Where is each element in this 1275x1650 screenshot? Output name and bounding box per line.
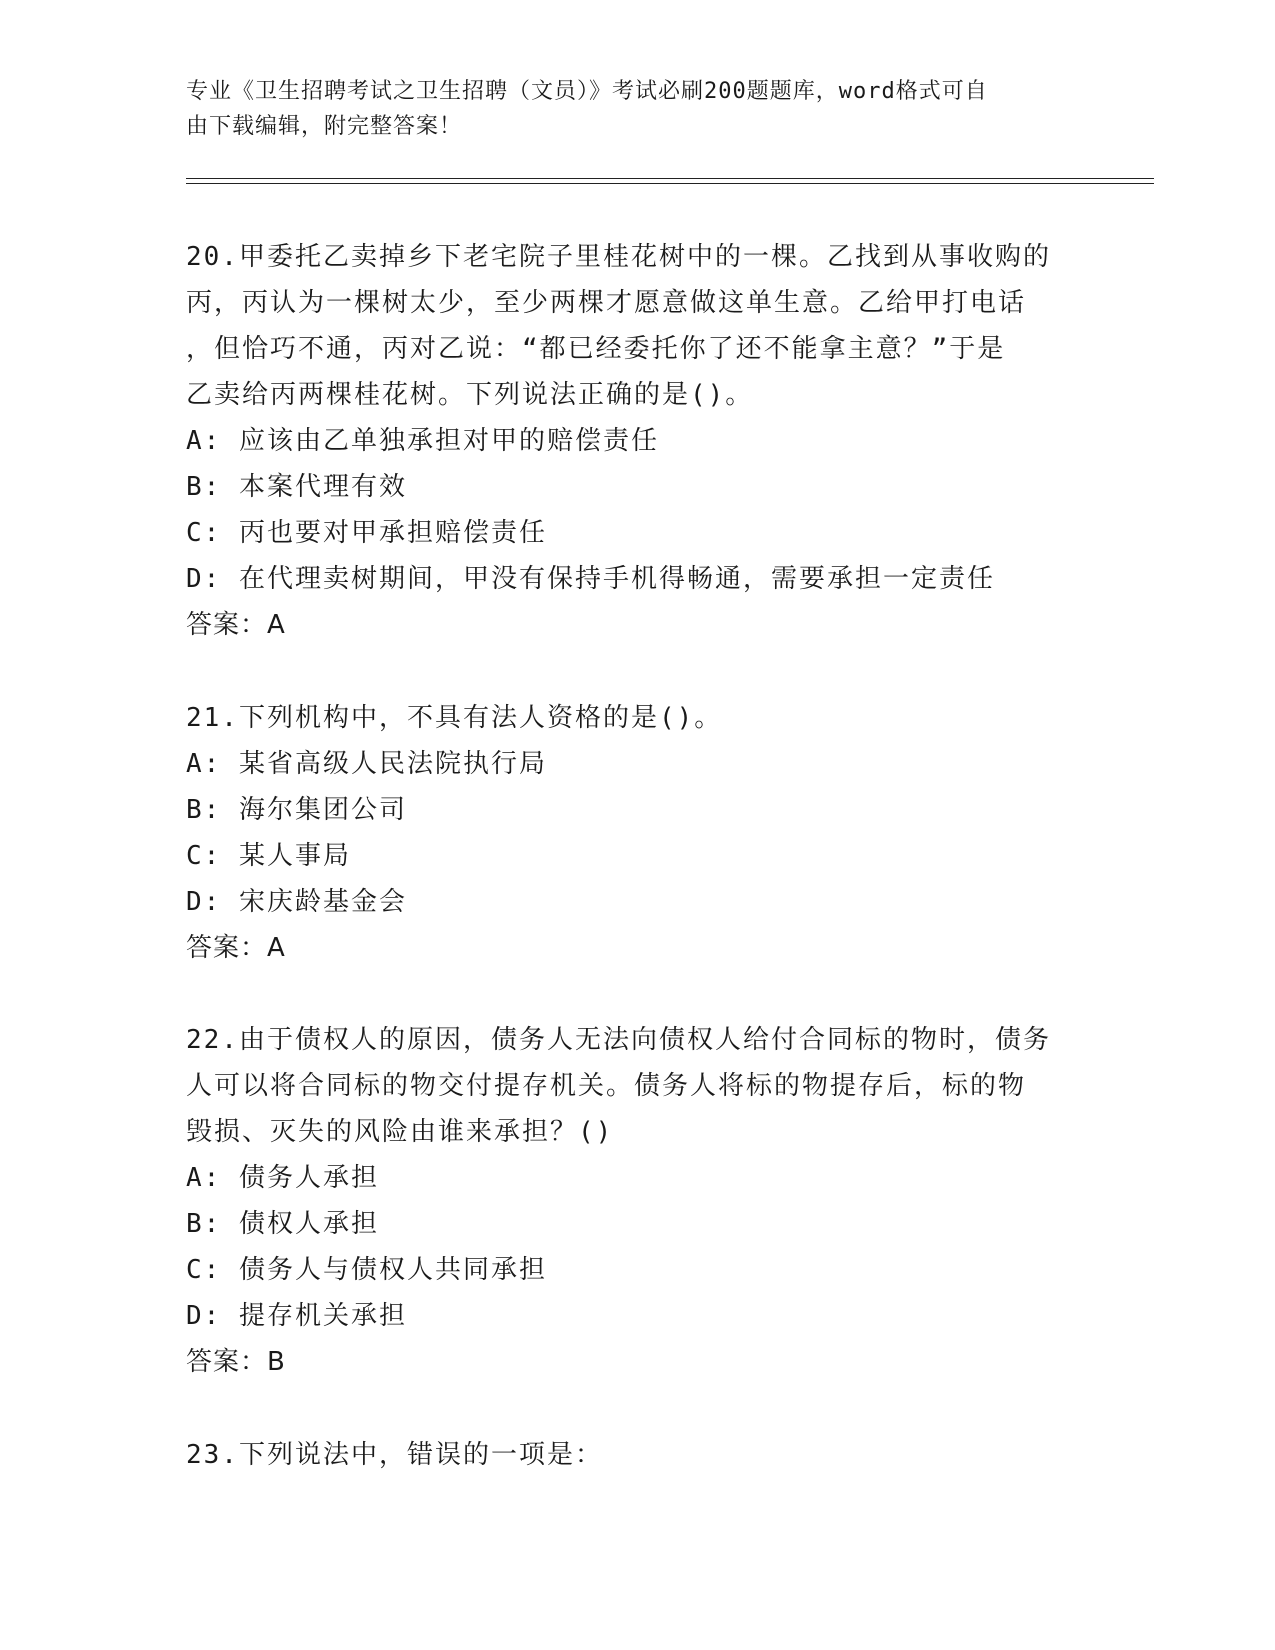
question-stem xyxy=(186,234,1086,418)
option-d: D: 宋庆龄基金会 xyxy=(186,887,407,917)
option-c: C: 丙也要对甲承担赔偿责任 xyxy=(186,518,547,548)
question-line: 22.由于债权人的原因，债务人无法向债权人给付合同标的物时，债务 xyxy=(186,1025,1051,1055)
question-line: 21.下列机构中，不具有法人资格的是()。 xyxy=(186,703,723,733)
answer-line: 答案：A xyxy=(186,610,286,640)
header-line: 由下载编辑，附完整答案！ xyxy=(186,114,463,139)
answer-line: 答案：A xyxy=(186,933,286,963)
question-21 xyxy=(186,695,1086,971)
option-a: A: 某省高级人民法院执行局 xyxy=(186,749,547,779)
header-divider xyxy=(186,183,1154,184)
question-stem xyxy=(186,1017,1086,1155)
option-d: D: 在代理卖树期间，甲没有保持手机得畅通，需要承担一定责任 xyxy=(186,564,995,594)
question-line: ，但恰巧不通，丙对乙说：“都已经委托你了还不能拿主意？”于是 xyxy=(186,334,1006,364)
option-a: A: 债务人承担 xyxy=(186,1163,379,1193)
option-b: B: 海尔集团公司 xyxy=(186,795,407,825)
question-line: 乙卖给丙两棵桂花树。下列说法正确的是()。 xyxy=(186,380,754,410)
question-23 xyxy=(186,1432,1086,1478)
option-a: A: 应该由乙单独承担对甲的赔偿责任 xyxy=(186,426,659,456)
answer-line: 答案：B xyxy=(186,1347,286,1377)
header-divider xyxy=(186,178,1154,179)
question-line: 23.下列说法中，错误的一项是： xyxy=(186,1440,603,1470)
question-line: 人可以将合同标的物交付提存机关。债务人将标的物提存后，标的物 xyxy=(186,1071,1027,1101)
option-b: B: 本案代理有效 xyxy=(186,472,407,502)
option-b: B: 债权人承担 xyxy=(186,1209,379,1239)
question-stem xyxy=(186,1432,1086,1478)
question-line: 丙，丙认为一棵树太少，至少两棵才愿意做这单生意。乙给甲打电话 xyxy=(186,288,1027,318)
question-line: 毁损、灭失的风险由谁来承担？() xyxy=(186,1117,614,1147)
question-22 xyxy=(186,1017,1086,1385)
option-c: C: 某人事局 xyxy=(186,841,351,871)
header-line: 专业《卫生招聘考试之卫生招聘（文员）》考试必刷200题题库，word格式可自 xyxy=(186,79,988,104)
option-d: D: 提存机关承担 xyxy=(186,1301,407,1331)
question-stem xyxy=(186,695,1086,741)
question-20 xyxy=(186,234,1086,648)
document-header xyxy=(186,74,1086,144)
question-line: 20.甲委托乙卖掉乡下老宅院子里桂花树中的一棵。乙找到从事收购的 xyxy=(186,242,1051,272)
option-c: C: 债务人与债权人共同承担 xyxy=(186,1255,547,1285)
